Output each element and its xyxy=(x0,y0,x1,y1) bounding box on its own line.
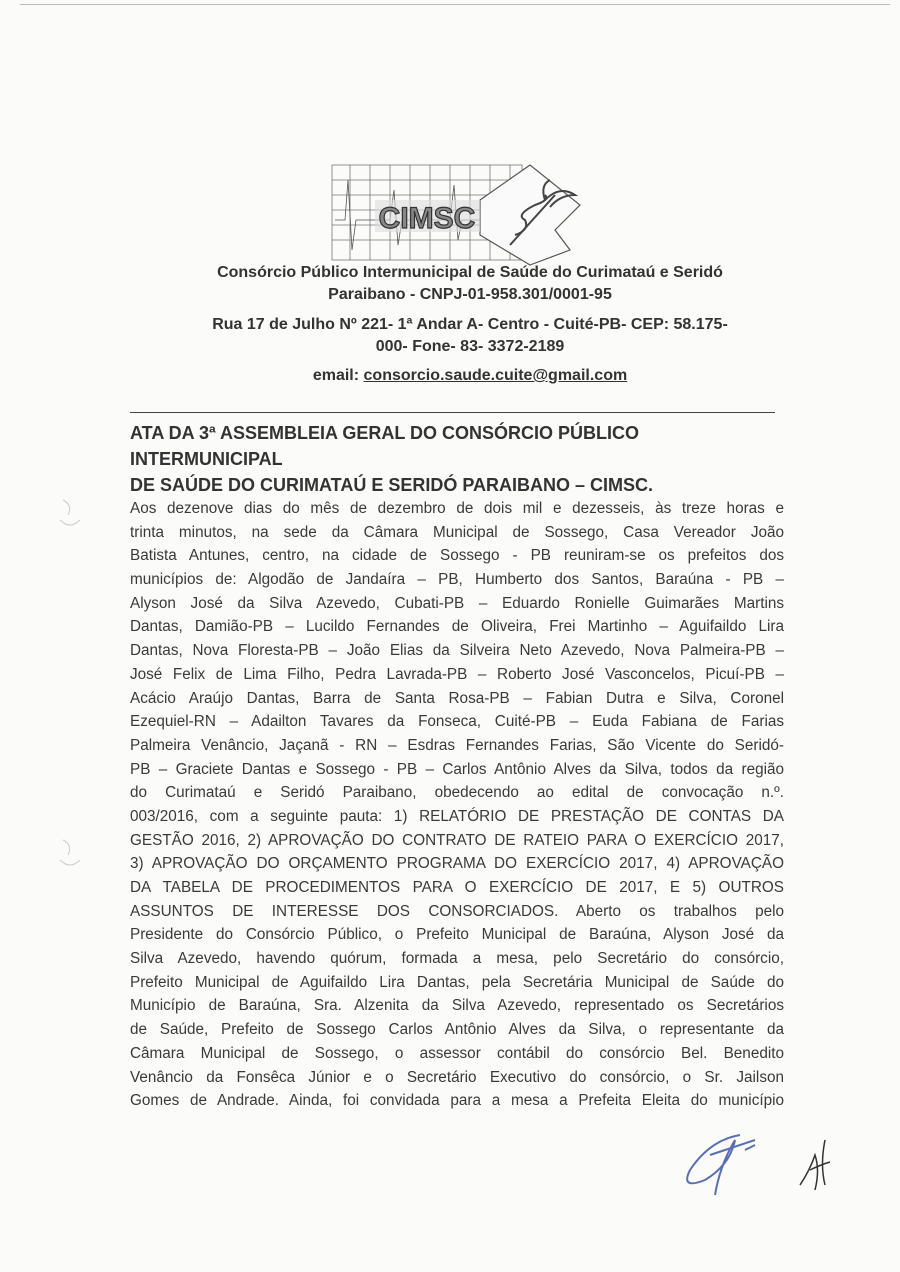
org-address xyxy=(150,314,790,358)
address-line-1: Rua 17 de Julho Nº 221- 1ª Andar A- Centro - Cuité-PB- CEP: 58.175- xyxy=(212,316,728,333)
body-line: 003/2016, com a seguinte pauta: 1) RELATÓRIO DE PRESTAÇÃO DE CONTAS DA xyxy=(130,807,784,825)
title-line-2: DE SAÚDE DO CURIMATAÚ E SERIDÓ PARAIBANO – CIMSC. xyxy=(130,475,654,495)
body-line: Dantas, Nova Floresta-PB – João Elias da Silveira Neto Azevedo, Nova Palmeira-PB – xyxy=(130,642,784,660)
body-line: DA TABELA DE PROCEDIMENTOS PARA O EXERCÍCIO DE 2017, E 5) OUTROS xyxy=(130,879,784,896)
body-line: PB – Graciete Dantas e Sossego - PB – Carlos Antônio Alves da Silva, todos da região xyxy=(130,760,784,778)
body-line: GESTÃO 2016, 2) APROVAÇÃO DO CONTRATO DE RATEIO PARA O EXERCÍCIO 2017, xyxy=(130,831,784,849)
body-line: de Saúde, Prefeito de Sossego Carlos Antônio Alves da Silva, o representante da xyxy=(130,1021,784,1039)
signature-initials xyxy=(670,1110,870,1200)
cimsc-logo xyxy=(330,160,590,270)
body-line: Câmara Municipal de Sossego, o assessor contábil do consórcio Bel. Benedito xyxy=(130,1044,784,1062)
body-line: Silva Azevedo, havendo quórum, formada a mesa, pelo Secretário do consórcio, xyxy=(130,950,784,968)
org-line-1: Consórcio Público Intermunicipal de Saúde do Curimataú e Seridó xyxy=(217,264,723,281)
body-line: Acácio Araújo Dantas, Barra de Santa Rosa-PB – Fabian Dutra e Silva, Coronel xyxy=(130,689,784,707)
body-line: Gomes de Andrade. Ainda, foi convidada para a mesa a Prefeita Eleita do município xyxy=(130,1092,784,1110)
document-body xyxy=(130,497,784,1113)
document-title xyxy=(130,420,790,498)
body-line: Batista Antunes, centro, na cidade de Sossego - PB reuniram-se os prefeitos dos xyxy=(130,547,784,565)
body-line: Presidente do Consórcio Público, o Prefeito Municipal de Baraúna, Alyson José da xyxy=(130,926,784,944)
org-name xyxy=(150,262,790,306)
header-divider xyxy=(130,412,775,413)
body-line: Alyson José da Silva Azevedo, Cubati-PB – Eduardo Ronielle Guimarães Martins xyxy=(130,594,784,612)
title-line-1: ATA DA 3ª ASSEMBLEIA GERAL DO CONSÓRCIO PÚBLICO INTERMUNICIPAL xyxy=(130,423,640,469)
scan-edge xyxy=(20,4,890,5)
body-line: Município de Baraúna, Sra. Alzenita da Silva Azevedo, representado os Secretários xyxy=(130,997,784,1015)
body-line: Prefeito Municipal de Aguifaildo Lira Dantas, pela Secretária Municipal de Saúde do xyxy=(130,973,784,991)
body-line: do Curimataú e Seridó Paraibano, obedecendo ao edital de convocação n.º. xyxy=(130,784,784,802)
logo-text: CIMSC xyxy=(378,202,476,235)
body-line: José Felix de Lima Filho, Pedra Lavrada-PB – Roberto José Vasconcelos, Picuí-PB – xyxy=(130,665,784,683)
email-label: email: xyxy=(312,367,360,384)
body-line: Aos dezenove dias do mês de dezembro de dois mil e dezesseis, às treze horas e xyxy=(130,500,784,517)
body-line: 3) APROVAÇÃO DO ORÇAMENTO PROGRAMA DO EXERCÍCIO 2017, 4) APROVAÇÃO xyxy=(130,855,784,873)
scan-hole-mark xyxy=(55,495,85,535)
email-link[interactable]: consorcio.saude.cuite@gmail.com xyxy=(363,367,628,384)
body-line: Venâncio da Fonsêca Júnior e o Secretário Executivo do consórcio, o Sr. Jailson xyxy=(130,1068,784,1086)
body-line: Ezequiel-RN – Adailton Tavares da Fonseca, Cuité-PB – Euda Fabiana de Farias xyxy=(130,713,784,731)
body-line: ASSUNTOS DE INTERESSE DOS CONSORCIADOS. Aberto os trabalhos pelo xyxy=(130,902,784,920)
address-line-2: 000- Fone- 83- 3372-2189 xyxy=(375,338,565,355)
body-line: trinta minutos, na sede da Câmara Municipal de Sossego, Casa Vereador João xyxy=(130,523,784,541)
org-line-2: Paraibano - CNPJ-01-958.301/0001-95 xyxy=(328,286,612,303)
scan-hole-mark xyxy=(55,835,85,875)
body-line: Dantas, Damião-PB – Lucildo Fernandes de Oliveira, Frei Martinho – Aguifaildo Lira xyxy=(130,618,784,636)
body-line: Palmeira Venâncio, Jaçanã - RN – Esdras Fernandes Farias, São Vicente do Seridó- xyxy=(130,736,784,754)
body-line: municípios de: Algodão de Jandaíra – PB, Humberto dos Santos, Baraúna - PB – xyxy=(130,571,784,589)
org-email xyxy=(150,365,790,387)
